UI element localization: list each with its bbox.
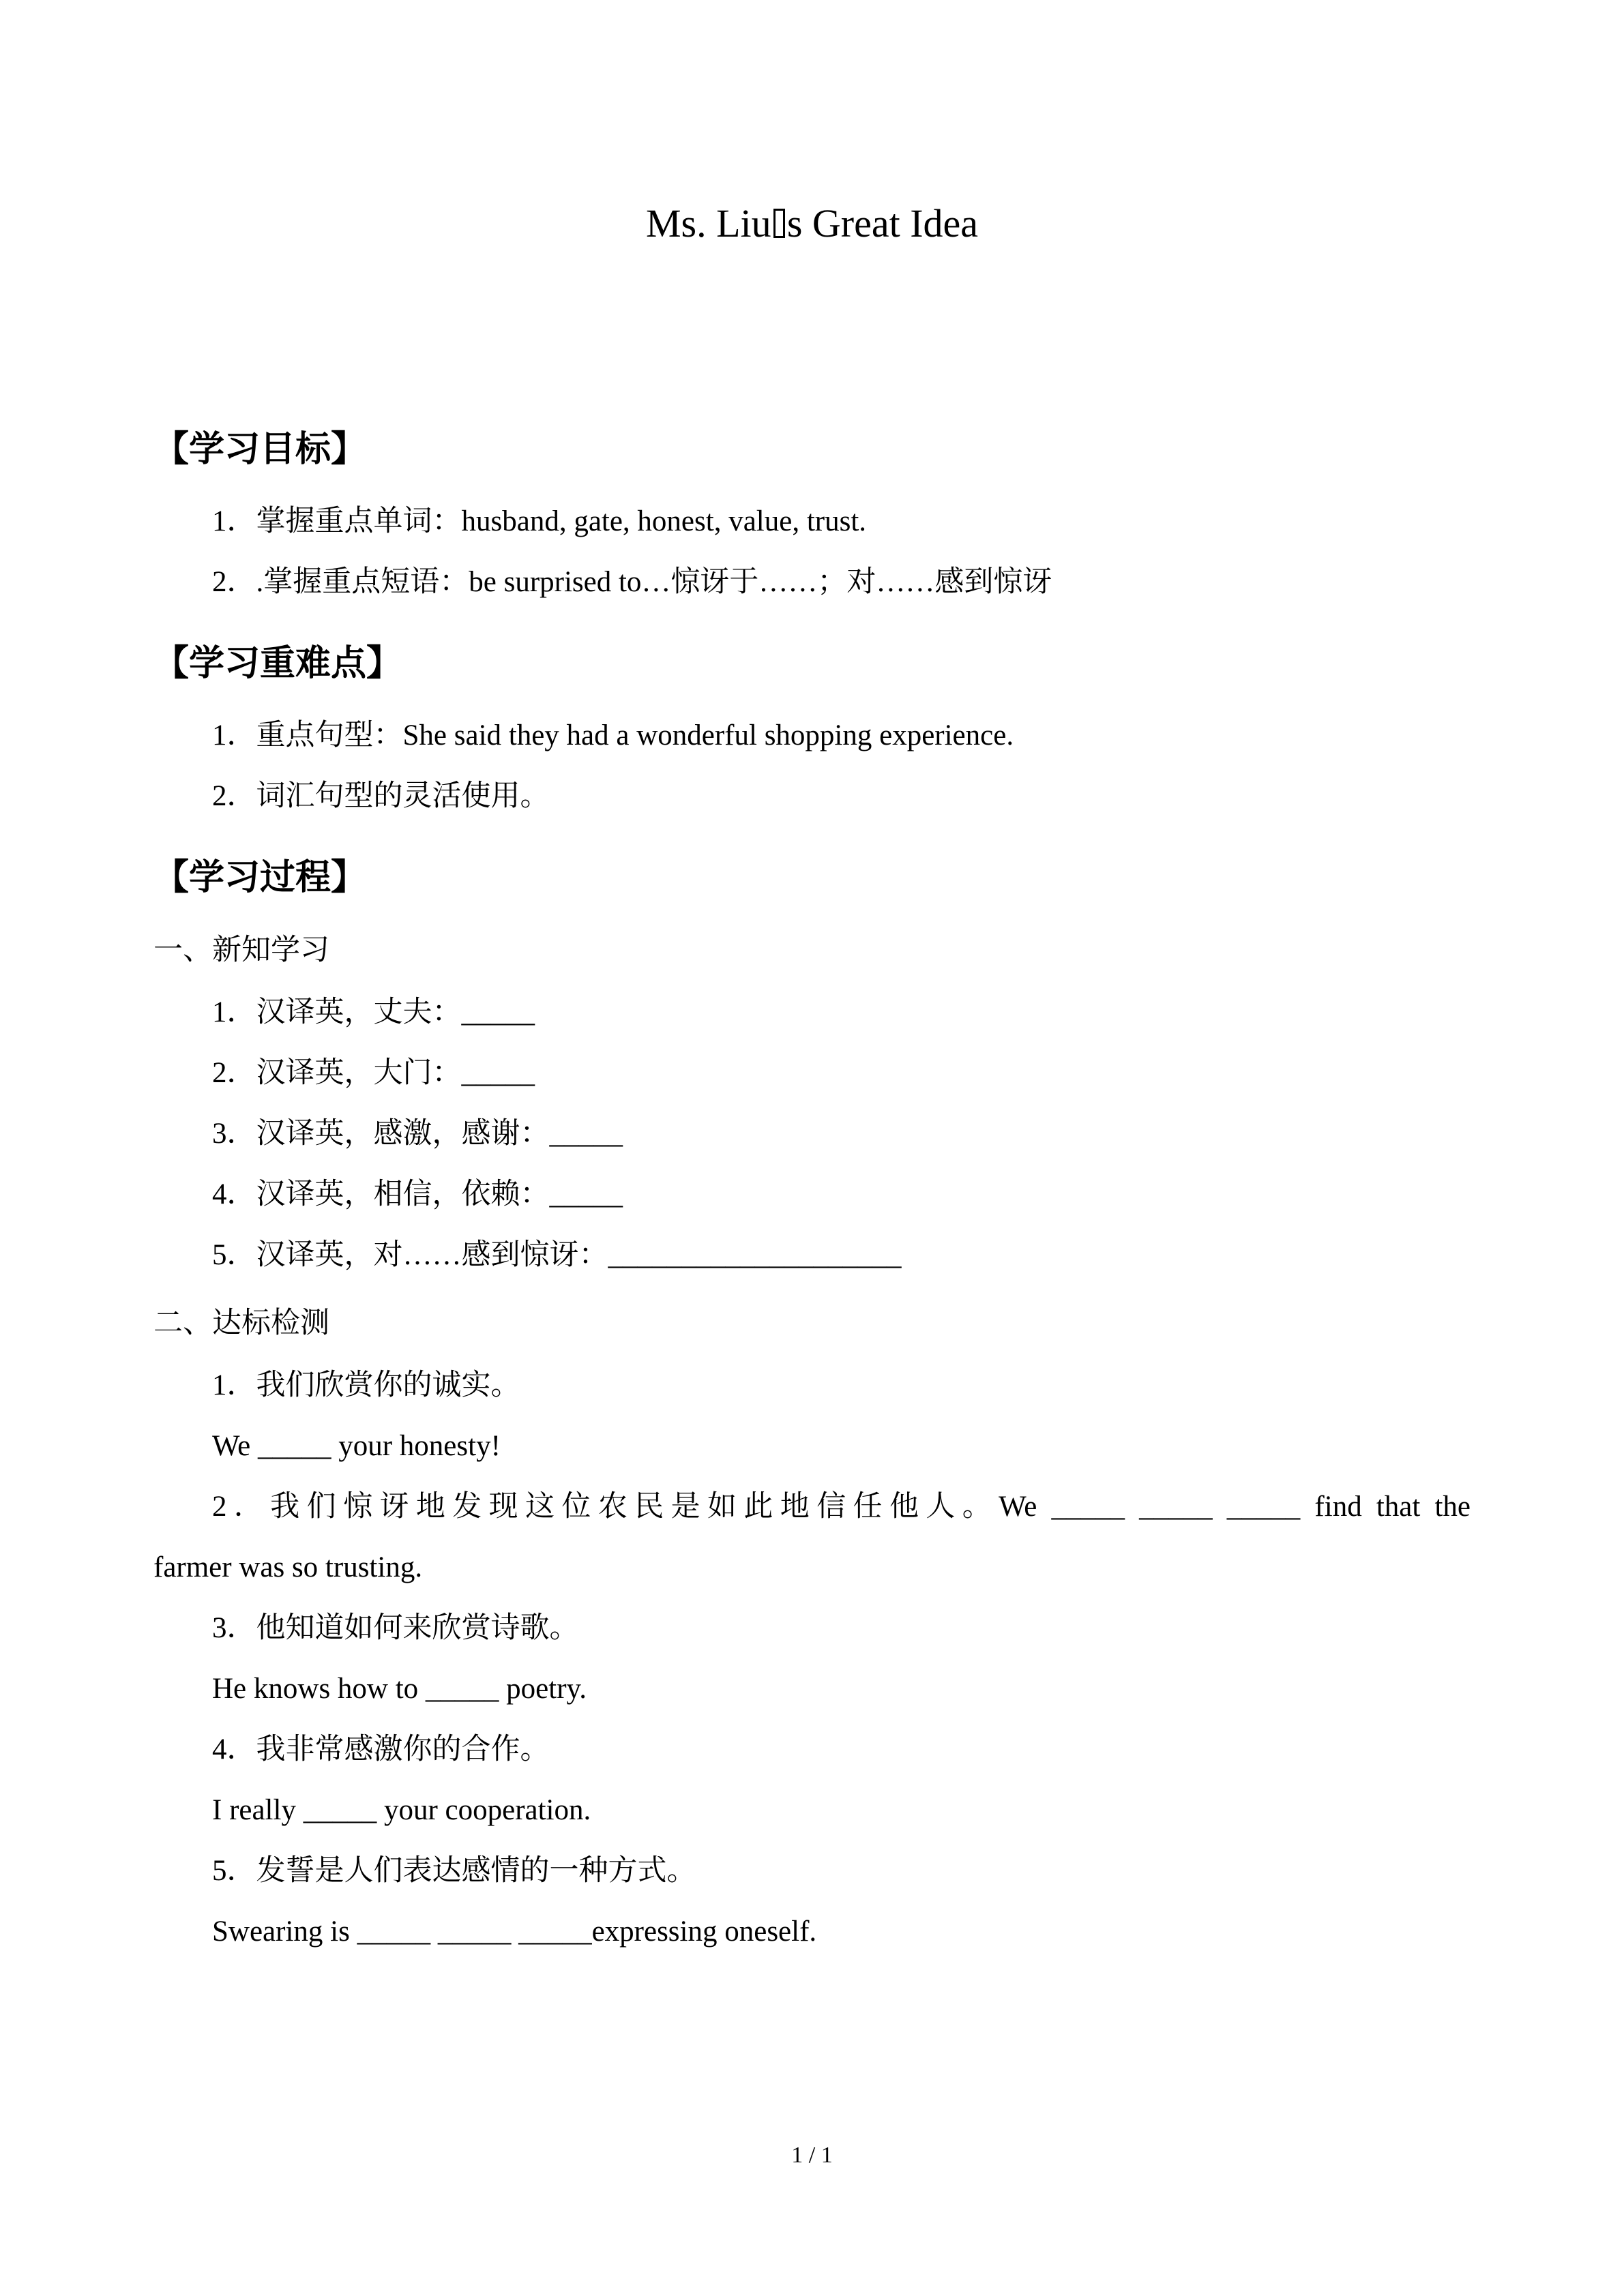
section-heading-objectives: 【学习目标】 [153,430,367,469]
title-text-post: s Great Idea [786,201,979,245]
vocab-item: 1．汉译英，丈夫：_____ [212,996,535,1028]
subsection-heading-assessment: 二、达标检测 [153,1307,329,1339]
key-point-item: 1．重点句型：She said they had a wonderful shopping experience. [212,719,1014,751]
missing-glyph-box [773,209,785,238]
document-title [153,199,1471,249]
vocab-item: 4．汉译英，相信，依赖：_____ [212,1178,623,1210]
exercise-line: 4．我非常感激你的合作。 [212,1733,550,1765]
exercise-line: 5．发誓是人们表达感情的一种方式。 [212,1854,696,1887]
section-heading-process: 【学习过程】 [153,858,367,897]
page-footer: 1 / 1 [791,2143,833,2168]
section-heading-key-points: 【学习重难点】 [153,644,402,683]
objective-item: 2．.掌握重点短语：be surprised to…惊讶于……；对……感到惊讶 [212,565,1052,598]
exercise-line: I really _____ your cooperation. [212,1793,591,1826]
title-text-pre: Ms. Liu [645,201,771,245]
exercise-line: 2．我们惊讶地发现这位农民是如此地信任他人。We _____ _____ _____ find that the [212,1490,1471,1523]
exercise-line-continuation: farmer was so trusting. [153,1551,423,1583]
subsection-heading-new-knowledge: 一、新知学习 [153,934,329,966]
key-point-item: 2．词汇句型的灵活使用。 [212,779,550,812]
vocab-item: 3．汉译英，感激，感谢：_____ [212,1117,623,1150]
exercise-line: We _____ your honesty! [212,1429,501,1462]
exercise-line: 1．我们欣赏你的诚实。 [212,1369,520,1401]
exercise-line: Swearing is _____ _____ _____expressing oneself. [212,1915,817,1948]
objective-item: 1．掌握重点单词：husband, gate, honest, value, trust. [212,505,867,537]
vocab-item: 5．汉译英，对……感到惊讶：____________________ [212,1238,902,1271]
exercise-line: 3．他知道如何来欣赏诗歌。 [212,1611,579,1644]
exercise-line: He knows how to _____ poetry. [212,1672,587,1705]
vocab-item: 2．汉译英，大门：_____ [212,1056,535,1089]
